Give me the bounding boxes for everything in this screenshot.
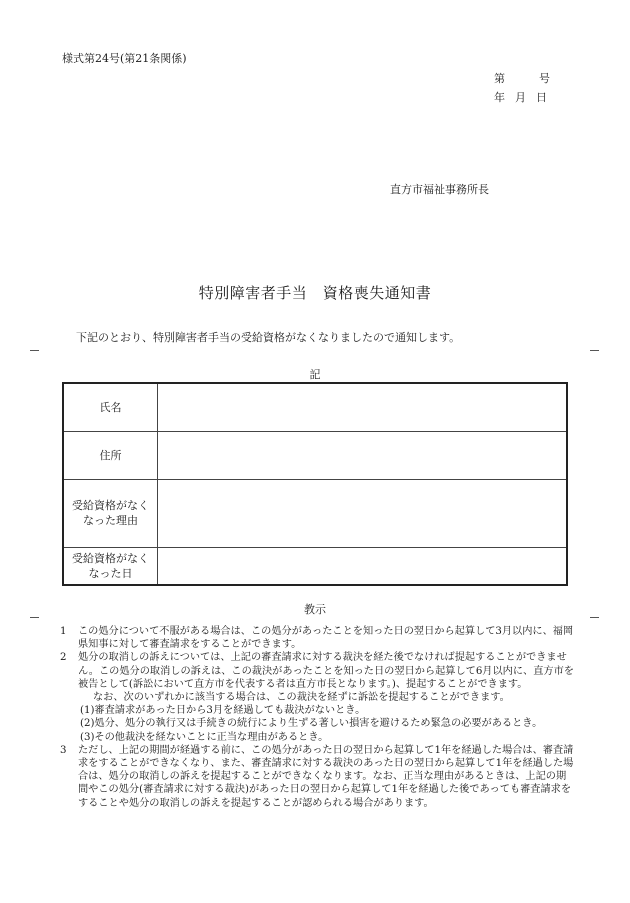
- date-year: 年: [494, 91, 505, 104]
- note-2-number: 2: [60, 652, 67, 664]
- name-label: 氏名: [63, 383, 158, 431]
- table-row-address: [63, 431, 567, 479]
- document-title: 特別障害者手当 資格喪失通知書: [198, 284, 432, 302]
- table-row-name: [63, 383, 567, 431]
- ki-label: 記: [309, 368, 321, 381]
- note-3: [60, 744, 576, 810]
- address-label: 住所: [63, 431, 158, 479]
- date-month: 月: [515, 91, 526, 104]
- note-2-item-1: (1)審査請求があった日から3月を経過しても裁決がないとき。: [80, 705, 366, 717]
- table-row-date: [63, 547, 567, 585]
- doc-no-suffix: 号: [539, 72, 550, 85]
- lost-date-label-line1: 受給資格がなく: [72, 551, 149, 565]
- note-1-number: 1: [60, 626, 67, 637]
- note-2-item-3: (3)その他裁決を経ないことに正当な理由があるとき。: [80, 731, 329, 743]
- sender-name: 直方市福祉事務所長: [390, 183, 489, 196]
- fold-mark-left-lower: [30, 617, 39, 618]
- date-day: 日: [536, 91, 547, 104]
- table-row-reason: [63, 479, 567, 547]
- note-2-text: 処分の取消しの訴えについては、上記の審査請求に対する裁決を経た後でなければ提起することができません。この処分の取消しの訴えは、この裁決があったことを知った日の翌日から起算して6月以内に、直方市を被告として(訴訟において直方市を代表する者は直方市長となります。)、提起することができます。: [78, 652, 574, 690]
- lost-date-value: [158, 547, 568, 585]
- reason-label: [63, 479, 158, 547]
- name-value: [158, 383, 568, 431]
- fold-mark-right-upper: [590, 350, 599, 351]
- address-value: [158, 431, 568, 479]
- document-number: [494, 70, 550, 86]
- doc-no-prefix: 第: [494, 72, 505, 85]
- form-number: 様式第24号(第21条関係): [62, 52, 187, 65]
- note-2-supplement: なお、次のいずれかに該当する場合は、この裁決を経ずに訴訟を提起することができます。: [93, 692, 510, 704]
- note-3-text: ただし、上記の期間が経過する前に、この処分があった日の翌日から起算して1年を経過した場合は、審査請求をすることができなくなり、また、審査請求に対する裁決のあった日の翌日から起算して1年を経過した場合は、処分の取消しの訴えを提起することができなくなります。なお、正当な理由があるときは、上記の期間やこの処分(審査請求に対する裁決)があった日の翌日から起算して1年を経過した後であっても審査請求をすることや処分の取消しの訴えを提起することが認められる場合があります。: [78, 744, 574, 809]
- lost-date-label-line2: なった日: [88, 566, 133, 580]
- reason-value: [158, 479, 568, 547]
- kyoji-title: 教示: [304, 603, 326, 616]
- reason-label-line1: 受給資格がなく: [72, 499, 149, 512]
- info-table: [62, 382, 568, 586]
- note-2-item-2: (2)処分、処分の執行又は手続きの続行により生ずる著しい損害を避けるため緊急の必要があるとき。: [80, 718, 543, 730]
- note-1: [60, 625, 576, 651]
- kyoji-notes: [60, 625, 576, 810]
- fold-mark-left-upper: [30, 350, 39, 351]
- issue-date: [494, 89, 547, 105]
- intro-text: 下記のとおり、特別障害者手当の受給資格がなくなりましたので通知します。: [76, 331, 461, 344]
- note-2: [60, 651, 576, 691]
- reason-label-line2: なった理由: [83, 514, 138, 527]
- note-1-text: この処分について不服がある場合は、この処分があったことを知った日の翌日から起算して3月以内に、福岡県知事に対して審査請求をすることができます。: [78, 626, 574, 651]
- fold-mark-right-lower: [590, 617, 599, 618]
- note-3-number: 3: [60, 744, 67, 756]
- lost-date-label: [63, 547, 158, 585]
